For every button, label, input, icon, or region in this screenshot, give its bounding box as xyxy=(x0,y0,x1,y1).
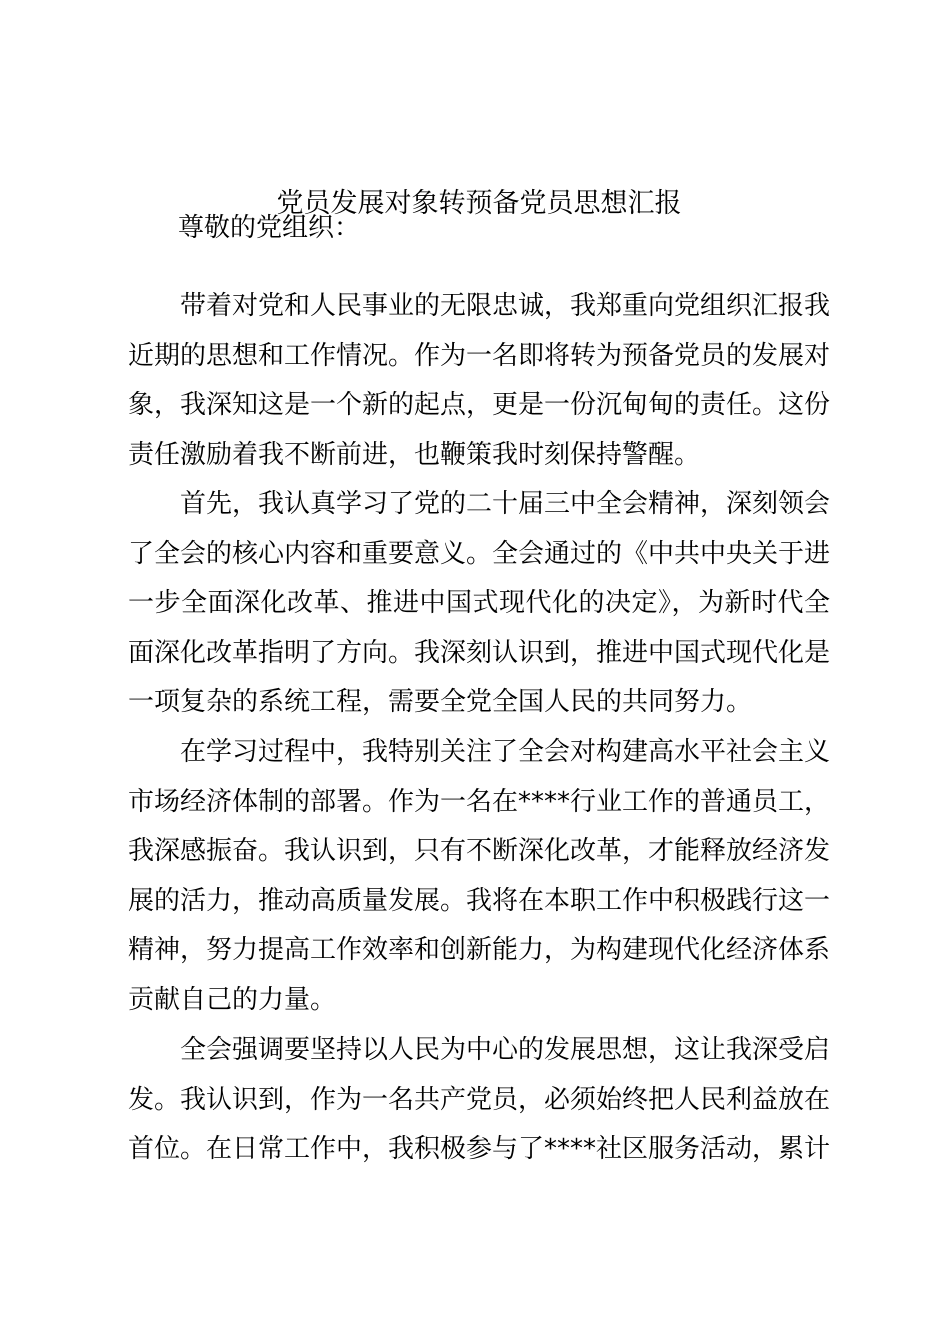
document-title: 党员发展对象转预备党员思想汇报 xyxy=(276,188,682,219)
paragraph: 全会强调要坚持以人民为中心的发展思想，这让我深受启发。我认识到，作为一名共产党员，必须始终把人民利益放在首位。在日常工作中，我积极参与了****社区服务活动，累计 xyxy=(128,1035,831,1164)
paragraph: 首先，我认真学习了党的二十届三中全会精神，深刻领会了全会的核心内容和重要意义。全会通过的《中共中央关于进一步全面深化改革、推进中国式现代化的决定》，为新时代全面深化改革指明了方向。我深刻认识到，推进中国式现代化是一项复杂的系统工程，需要全党全国人民的共同努力。 xyxy=(128,489,831,717)
paragraph: 在学习过程中，我特别关注了全会对构建高水平社会主义市场经济体制的部署。作为一名在****行业工作的普通员工，我深感振奋。我认识到，只有不断深化改革，才能释放经济发展的活力，推动高质量发展。我将在本职工作中积极践行这一精神，努力提高工作效率和创新能力，为构建现代化经济体系贡献自己的力量。 xyxy=(128,737,831,1015)
paragraph: 带着对党和人民事业的无限忠诚，我郑重向党组织汇报我近期的思想和工作情况。作为一名即将转为预备党员的发展对象，我深知这是一个新的起点，更是一份沉甸甸的责任。这份责任激励着我不断前进，也鞭策我时刻保持警醒。 xyxy=(128,291,831,470)
salutation: 尊敬的党组织： xyxy=(178,213,361,243)
